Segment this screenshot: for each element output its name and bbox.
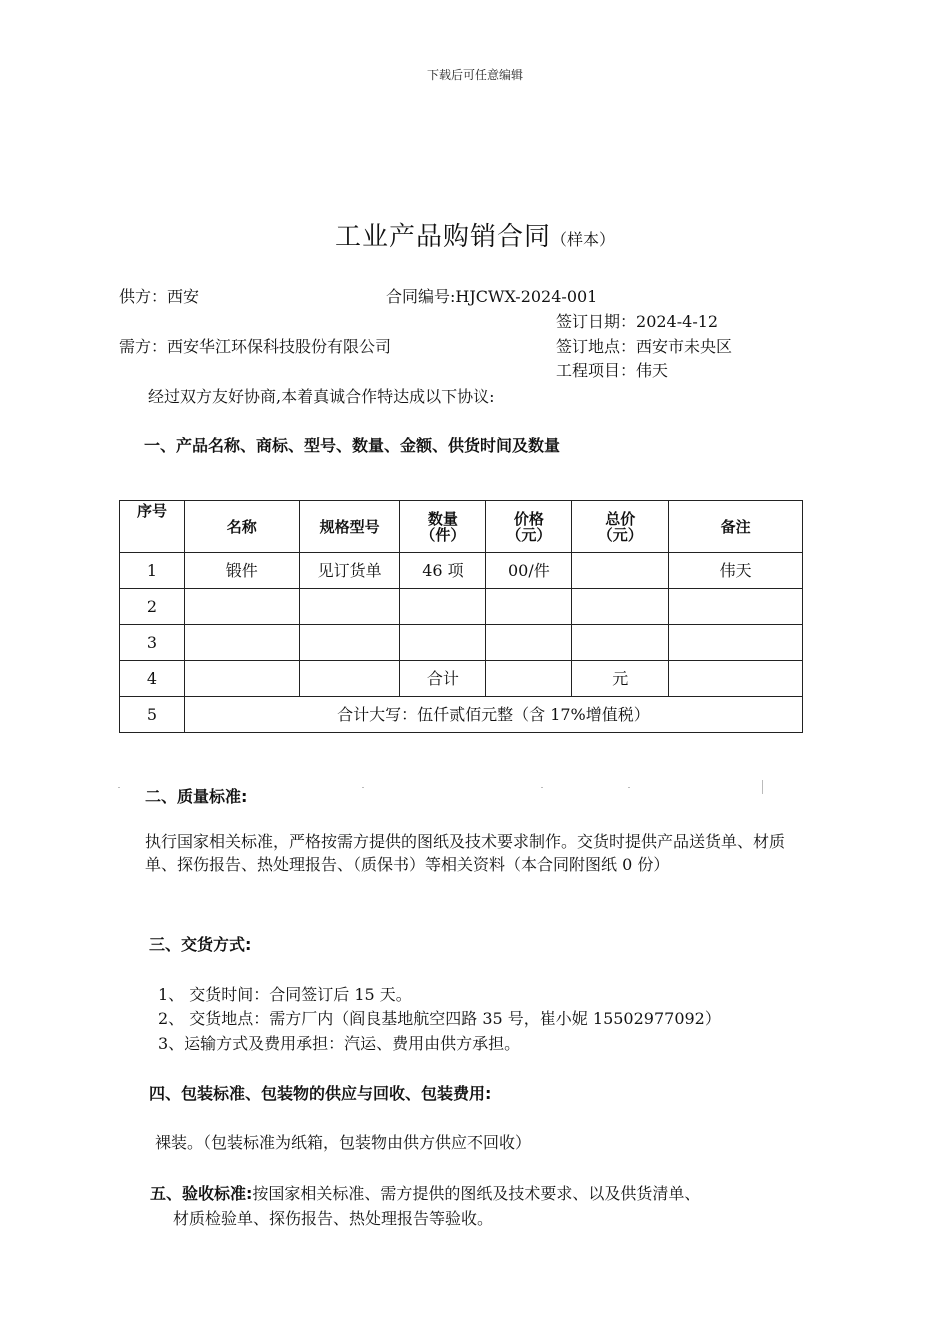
scan-artifact	[628, 787, 630, 788]
col-remark: 备注	[669, 501, 803, 553]
col-total-line2: （元）	[597, 525, 643, 544]
scan-artifact	[362, 787, 364, 788]
title-main: 工业产品购销合同	[334, 222, 551, 252]
col-spec: 规格型号	[299, 501, 400, 553]
section2-body: 执行国家相关标准，严格按需方提供的图纸及技术要求制作。交货时提供产品送货单、材质单、探伤报告、热处理报告、（质保书）等相关资料（本合同附图纸 0 份）	[145, 832, 786, 874]
cell-qty	[400, 625, 486, 661]
cell-price: 00/件	[486, 553, 572, 589]
sign-date-line	[556, 309, 718, 332]
buyer-line	[119, 334, 391, 357]
col-qty	[400, 501, 486, 553]
cell-total	[572, 553, 669, 589]
cell-qty: 46 项	[400, 553, 486, 589]
capital-row	[120, 697, 803, 733]
sum-empty-spec	[299, 661, 400, 697]
cell-name	[184, 589, 299, 625]
project-label: 工程项目：	[556, 361, 637, 380]
sum-empty-remark	[669, 661, 803, 697]
cell-seq: 1	[120, 553, 185, 589]
section4-heading: 四、包装标准、包装物的供应与回收、包装费用:	[149, 1084, 492, 1103]
col-total	[572, 501, 669, 553]
cell-spec: 见订货单	[299, 553, 400, 589]
intro-text: 经过双方友好协商,本着真诚合作特达成以下协议:	[148, 387, 495, 406]
cell-seq: 2	[120, 589, 185, 625]
sum-label: 合计	[400, 661, 486, 697]
sum-seq: 4	[120, 661, 185, 697]
cell-price	[486, 589, 572, 625]
cell-name	[184, 625, 299, 661]
cell-remark: 伟天	[669, 553, 803, 589]
sign-date-label: 签订日期：	[556, 312, 637, 331]
sum-unit: 元	[572, 661, 669, 697]
cell-remark	[669, 625, 803, 661]
sign-place-line	[556, 334, 732, 357]
section2-heading: 二、质量标准:	[145, 787, 248, 806]
delivery-item-transport: 3、运输方式及费用承担：汽运、费用由供方承担。	[158, 1034, 521, 1053]
product-table	[119, 500, 803, 733]
project-line	[556, 358, 668, 381]
table-row	[120, 625, 803, 661]
capital-amount: 合计大写：伍仟贰佰元整（含 17%增值税）	[184, 697, 802, 733]
contract-no-label: 合同编号:	[386, 287, 456, 306]
section5-body-line2: 材质检验单、探伤报告、热处理报告等验收。	[173, 1209, 494, 1228]
contract-no-value: HJCWX-2024-001	[455, 287, 598, 306]
cell-name: 锻件	[184, 553, 299, 589]
section5-line1	[150, 1181, 700, 1204]
scan-artifact	[541, 787, 543, 788]
document-title	[0, 216, 950, 253]
delivery-item-time: 1、 交货时间：合同签订后 15 天。	[158, 985, 412, 1004]
col-seq: 序号	[120, 501, 185, 553]
section3-heading: 三、交货方式:	[149, 935, 252, 954]
sign-place-value: 西安市未央区	[636, 337, 733, 356]
col-total-line1: 总价	[605, 509, 636, 528]
section4-body: 裸装。（包装标准为纸箱，包装物由供方供应不回收）	[155, 1133, 532, 1152]
cell-total	[572, 625, 669, 661]
cell-remark	[669, 589, 803, 625]
col-price	[486, 501, 572, 553]
section5-body-line1: 按国家相关标准、需方提供的图纸及技术要求、以及供货清单、	[252, 1184, 701, 1203]
sign-date-value: 2024-4-12	[636, 312, 719, 331]
buyer-value: 西安华江环保科技股份有限公司	[167, 337, 392, 356]
cell-qty	[400, 589, 486, 625]
cell-price	[486, 625, 572, 661]
buyer-label: 需方：	[119, 337, 168, 356]
scan-artifact	[118, 787, 120, 788]
contract-no-line	[386, 284, 597, 307]
col-price-line1: 价格	[513, 509, 544, 528]
section5-heading: 五、验收标准:	[150, 1184, 253, 1203]
project-value: 伟天	[636, 361, 669, 380]
col-name: 名称	[184, 501, 299, 553]
supplier-value: 西安	[167, 287, 200, 306]
scan-artifact	[762, 780, 763, 794]
table-row	[120, 589, 803, 625]
cell-spec	[299, 625, 400, 661]
section1-heading: 一、产品名称、商标、型号、数量、金额、供货时间及数量	[144, 436, 561, 455]
sum-row	[120, 661, 803, 697]
col-qty-line1: 数量	[427, 509, 458, 528]
download-note: 下载后可任意编辑	[426, 68, 523, 82]
table-row	[120, 553, 803, 589]
cell-seq: 3	[120, 625, 185, 661]
table-header-row	[120, 501, 803, 553]
supplier-label: 供方：	[119, 287, 168, 306]
cell-spec	[299, 589, 400, 625]
delivery-item-place: 2、 交货地点：需方厂内（阎良基地航空四路 35 号，崔小妮 15502977092）	[158, 1009, 721, 1028]
capital-seq: 5	[120, 697, 185, 733]
title-sub: （样本）	[551, 230, 616, 249]
cell-total	[572, 589, 669, 625]
sign-place-label: 签订地点：	[556, 337, 637, 356]
col-qty-line2: （件）	[420, 525, 466, 544]
supplier-line	[119, 284, 199, 307]
sum-empty-price	[486, 661, 572, 697]
sum-empty-name	[184, 661, 299, 697]
col-price-line2: （元）	[506, 525, 552, 544]
